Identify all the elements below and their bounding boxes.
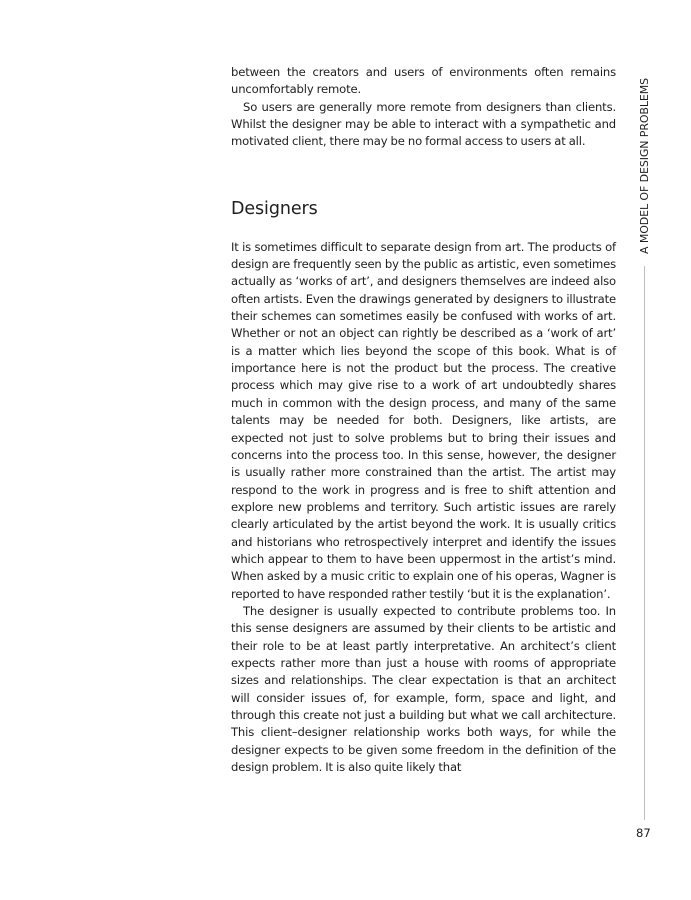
body-paragraph-continued: between the creators and users of environments often remains uncomfortably remote.	[231, 65, 616, 97]
margin-rule	[644, 266, 645, 820]
body-paragraph-design-and-art: It is sometimes difficult to separate design from art. The products of design are frequently seen by the public as artistic, even sometimes actually as ‘works of art’, and designers themselves are indeed also often artists. Even the drawings generated by designers to illustrate their schemes can sometimes easily be confused with works of art. Whether or not an object can rightly be described as a ‘work of art’ is a matter which lies beyond the scope of this book. What is of importance here is not the product but the process. The creative process which may give rise to a work of art undoubtedly shares much in common with the design process, and many of the same talents may be needed for both. Designers, like artists, are expected not just to solve problems but to bring their issues and concerns into the process too. In this sense, however, the designer is usually rather more constrained than the artist. The artist may respond to the work in progress and is free to shift attention and explore new problems and territory. Such artistic issues are rarely clearly articulated by the artist beyond the work. It is usually critics and historians who retrospectively interpret and identify the issues which appear to them to have been uppermost in the artist’s mind. When asked by a music critic to explain one of his operas, Wagner is reported to have responded rather testily ‘but it is the explanation’.	[231, 239, 616, 601]
body-paragraph-users: So users are generally more remote from designers than clients. Whilst the designer may be able to interact with a sympathetic and motivated client, there may be no formal access to users at all.	[231, 99, 616, 149]
running-head: A MODEL OF DESIGN PROBLEMS	[638, 77, 651, 254]
body-paragraph-designer-problems: The designer is usually expected to contribute problems too. In this sense designers are assumed by their clients to be artistic and their role to be at least partly interpretative. An architect’s client expects rather more than just a house with rooms of appropriate sizes and relationships. The clear expectation is that an architect will consider issues of, for example, form, space and light, and through this create not just a building but what we call architecture. This client–designer relationship works both ways, for while the designer expects to be given some freedom in the definition of the design problem. It is also quite likely that	[231, 603, 616, 775]
page-body	[231, 64, 616, 776]
section-heading-designers: Designers	[231, 198, 318, 219]
page-number: 87	[636, 826, 651, 840]
